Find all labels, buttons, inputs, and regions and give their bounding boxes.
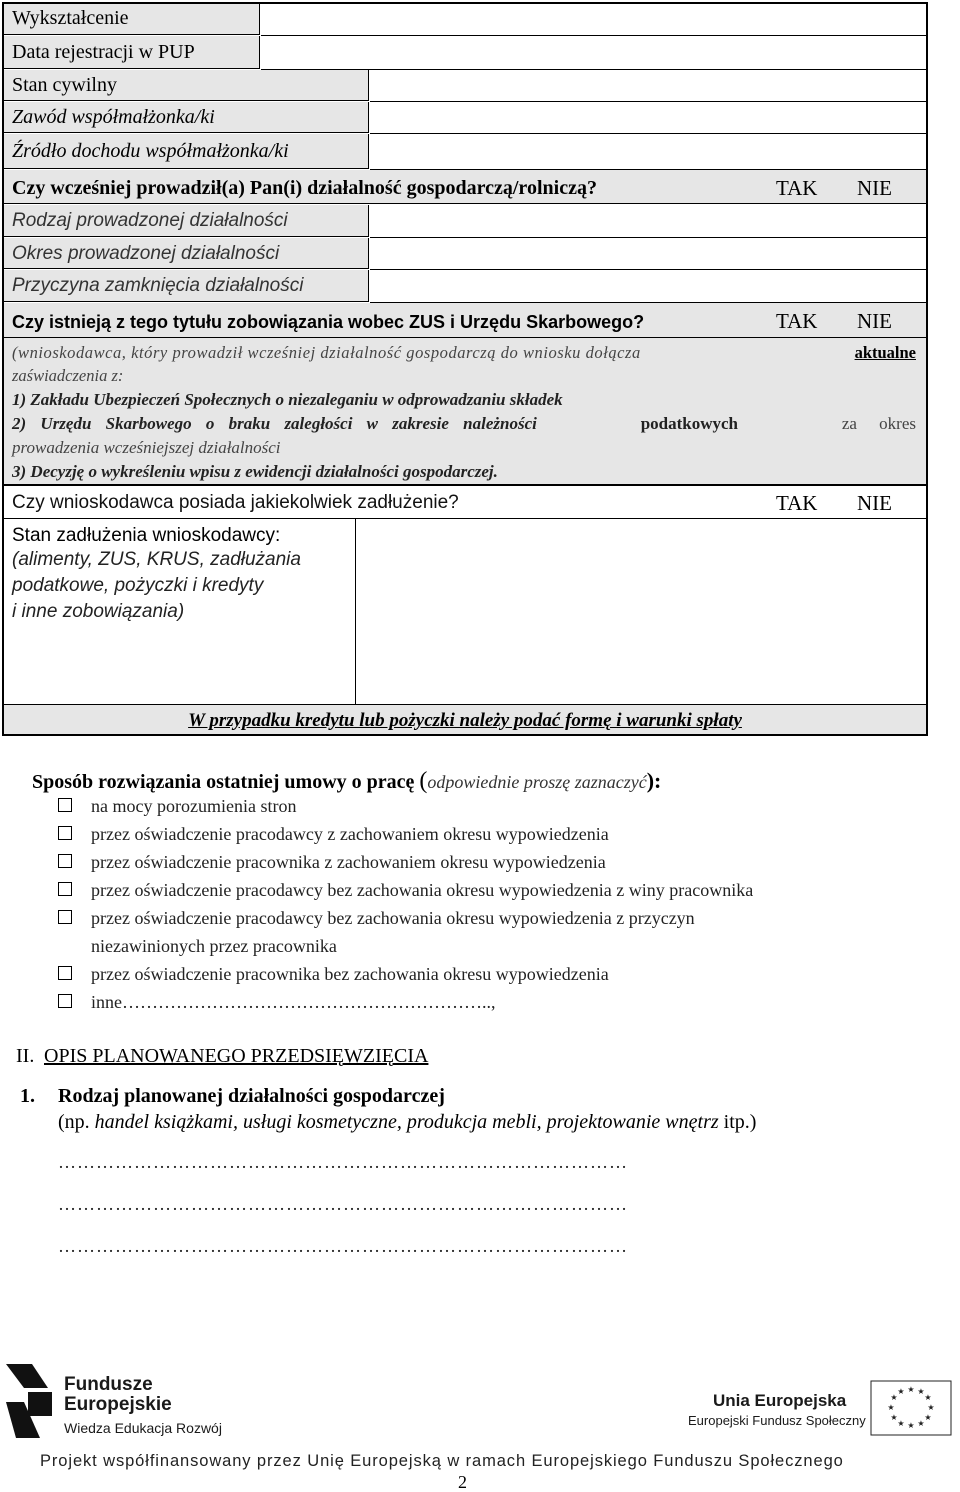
fundusze-europejskie-logo-icon bbox=[4, 1362, 56, 1440]
spouse-income-value-field[interactable] bbox=[370, 134, 926, 170]
attachments-note-item2c: za okres bbox=[841, 414, 916, 433]
business-type-value-field[interactable] bbox=[370, 205, 926, 238]
item1-dotted-line-1[interactable]: ……………………………………………………………………………… bbox=[58, 1152, 628, 1172]
debt-state-line3: i inne zobowiązania) bbox=[12, 601, 185, 622]
section2-number: II. bbox=[16, 1045, 35, 1067]
svg-text:★: ★ bbox=[924, 1393, 932, 1402]
fe-line1: Fundusze bbox=[64, 1374, 153, 1395]
option-agreement-checkbox[interactable] bbox=[58, 798, 72, 812]
prev-business-yes[interactable]: TAK bbox=[776, 176, 818, 200]
debt-question: Czy wnioskodawca posiada jakiekolwiek zadłużenie? bbox=[12, 492, 459, 513]
attachments-note-intro: (wnioskodawca, który prowadził wcześniej działalność gospodarczą do wniosku dołącza bbox=[12, 343, 641, 362]
fe-line3: Wiedza Edukacja Rozwój bbox=[64, 1420, 222, 1436]
obligations-question: Czy istnieją z tego tytułu zobowiązania wobec ZUS i Urzędu Skarbowego? bbox=[12, 312, 645, 332]
item1-dotted-line-2[interactable]: ……………………………………………………………………………… bbox=[58, 1194, 628, 1214]
marital-status-value-field[interactable] bbox=[370, 70, 926, 102]
prev-business-no[interactable]: NIE bbox=[857, 176, 892, 200]
option-employer-notice-checkbox[interactable] bbox=[58, 826, 72, 840]
attachments-note-item2b: podatkowych bbox=[640, 414, 738, 433]
termination-hint-close: ): bbox=[646, 768, 662, 793]
registration-date-value-field[interactable] bbox=[261, 36, 926, 70]
obligations-no[interactable]: NIE bbox=[857, 309, 892, 333]
option-employer-no-fault-checkbox[interactable] bbox=[58, 910, 72, 924]
debt-state-line2: podatkowe, pożyczki i kredyty bbox=[12, 575, 264, 596]
item1-dotted-line-3[interactable]: ……………………………………………………………………………… bbox=[58, 1236, 628, 1256]
item1-hint-open: (np. bbox=[58, 1111, 90, 1133]
debt-state-value-field[interactable] bbox=[356, 519, 926, 704]
debt-state-title: Stan zadłużenia wnioskodawcy: bbox=[12, 525, 281, 546]
eu-line1: Unia Europejska bbox=[713, 1391, 847, 1410]
option-employer-fault-label: przez oświadczenie pracodawcy bez zachowania okresu wypowiedzenia z winy pracownika bbox=[91, 880, 754, 900]
business-period-value-field[interactable] bbox=[370, 238, 926, 270]
marital-status-label: Stan cywilny bbox=[12, 74, 117, 96]
debt-state-line1: (alimenty, ZUS, KRUS, zadłużania bbox=[12, 549, 301, 570]
svg-text:★: ★ bbox=[927, 1403, 935, 1412]
item1-number: 1. bbox=[20, 1085, 35, 1107]
attachments-note-line1 bbox=[12, 343, 916, 363]
debt-no[interactable]: NIE bbox=[857, 491, 892, 515]
svg-text:★: ★ bbox=[907, 1385, 915, 1394]
business-close-value-field[interactable] bbox=[370, 270, 926, 303]
svg-text:★: ★ bbox=[887, 1403, 895, 1412]
attachments-note-item2a: 2) Urzędu Skarbowego o braku zaległości w zakresie należności bbox=[12, 414, 537, 433]
attachments-note-line2: zaświadczenia z: bbox=[12, 366, 124, 385]
attachments-note-item2-line1 bbox=[12, 414, 916, 434]
attachments-note-item3: 3) Decyzję o wykreśleniu wpisu z ewidencji działalności gospodarczej. bbox=[12, 462, 498, 481]
option-employee-notice-checkbox[interactable] bbox=[58, 854, 72, 868]
spouse-income-label: Źródło dochodu współmałżonka/ki bbox=[12, 140, 289, 162]
obligations-yes[interactable]: TAK bbox=[776, 309, 818, 333]
termination-hint: odpowiednie proszę zaznaczyć bbox=[427, 772, 647, 792]
termination-heading bbox=[32, 768, 661, 795]
section2-title: OPIS PLANOWANEGO PRZEDSIĘWZIĘCIA bbox=[44, 1045, 429, 1067]
credit-note: W przypadku kredytu lub pożyczki należy podać formę i warunki spłaty bbox=[188, 710, 742, 731]
option-employer-no-fault-label-cont: niezawinionych przez pracownika bbox=[91, 936, 337, 956]
attachments-note-aktualne: aktualne bbox=[854, 343, 916, 362]
svg-text:★: ★ bbox=[917, 1419, 925, 1428]
debt-yes[interactable]: TAK bbox=[776, 491, 818, 515]
registration-date-label: Data rejestracji w PUP bbox=[12, 41, 195, 63]
item1-title: Rodzaj planowanej działalności gospodarczej bbox=[58, 1085, 445, 1107]
option-employee-no-notice-checkbox[interactable] bbox=[58, 966, 72, 980]
svg-text:★: ★ bbox=[890, 1413, 898, 1422]
education-value-field[interactable] bbox=[261, 4, 926, 36]
item1-hint-text: handel książkami, usługi kosmetyczne, produkcja mebli, projektowanie wnętrz bbox=[94, 1111, 719, 1133]
option-employer-no-fault-label: przez oświadczenie pracodawcy bez zachowania okresu wypowiedzenia z przyczyn bbox=[91, 908, 695, 928]
attachments-note-item1: 1) Zakładu Ubezpieczeń Społecznych o niezaleganiu w odprowadzaniu składek bbox=[12, 390, 563, 409]
fe-line2: Europejskie bbox=[64, 1394, 172, 1415]
svg-text:★: ★ bbox=[890, 1393, 898, 1402]
termination-hint-open: ( bbox=[419, 768, 428, 794]
prev-business-question: Czy wcześniej prowadził(a) Pan(i) działalność gospodarczą/rolniczą? bbox=[12, 177, 597, 199]
business-period-label: Okres prowadzonej działalności bbox=[12, 243, 280, 264]
svg-text:★: ★ bbox=[897, 1387, 905, 1396]
business-close-label: Przyczyna zamknięcia działalności bbox=[12, 275, 304, 296]
eu-line2: Europejski Fundusz Społeczny bbox=[688, 1413, 866, 1428]
option-employee-notice-label: przez oświadczenie pracownika z zachowaniem okresu wypowiedzenia bbox=[91, 852, 606, 872]
svg-text:★: ★ bbox=[897, 1419, 905, 1428]
eu-flag-icon bbox=[870, 1380, 952, 1436]
option-other-checkbox[interactable] bbox=[58, 994, 72, 1008]
item1-hint bbox=[58, 1110, 756, 1134]
svg-text:★: ★ bbox=[907, 1421, 915, 1430]
spouse-profession-label: Zawód współmałżonka/ki bbox=[12, 106, 215, 128]
project-cofinancing-text: Projekt współfinansowany przez Unię Europejską w ramach Europejskiego Funduszu Społecznego bbox=[40, 1452, 844, 1470]
business-type-label: Rodzaj prowadzonej działalności bbox=[12, 210, 288, 231]
option-agreement-label: na mocy porozumienia stron bbox=[91, 796, 297, 816]
attachments-note-item2-line2: prowadzenia wcześniejszej działalności bbox=[12, 438, 281, 457]
option-other-label: inne…………………………………………………….., bbox=[91, 992, 496, 1012]
svg-text:★: ★ bbox=[917, 1387, 925, 1396]
option-employee-no-notice-label: przez oświadczenie pracownika bez zachowania okresu wypowiedzenia bbox=[91, 964, 609, 984]
spouse-profession-value-field[interactable] bbox=[370, 102, 926, 134]
item1-hint-close: itp.) bbox=[723, 1111, 757, 1133]
option-employer-fault-checkbox[interactable] bbox=[58, 882, 72, 896]
page-number: 2 bbox=[458, 1472, 467, 1492]
termination-title: Sposób rozwiązania ostatniej umowy o pracę bbox=[32, 771, 415, 793]
svg-text:★: ★ bbox=[924, 1413, 932, 1422]
option-employer-notice-label: przez oświadczenie pracodawcy z zachowaniem okresu wypowiedzenia bbox=[91, 824, 609, 844]
education-label: Wykształcenie bbox=[12, 7, 129, 29]
